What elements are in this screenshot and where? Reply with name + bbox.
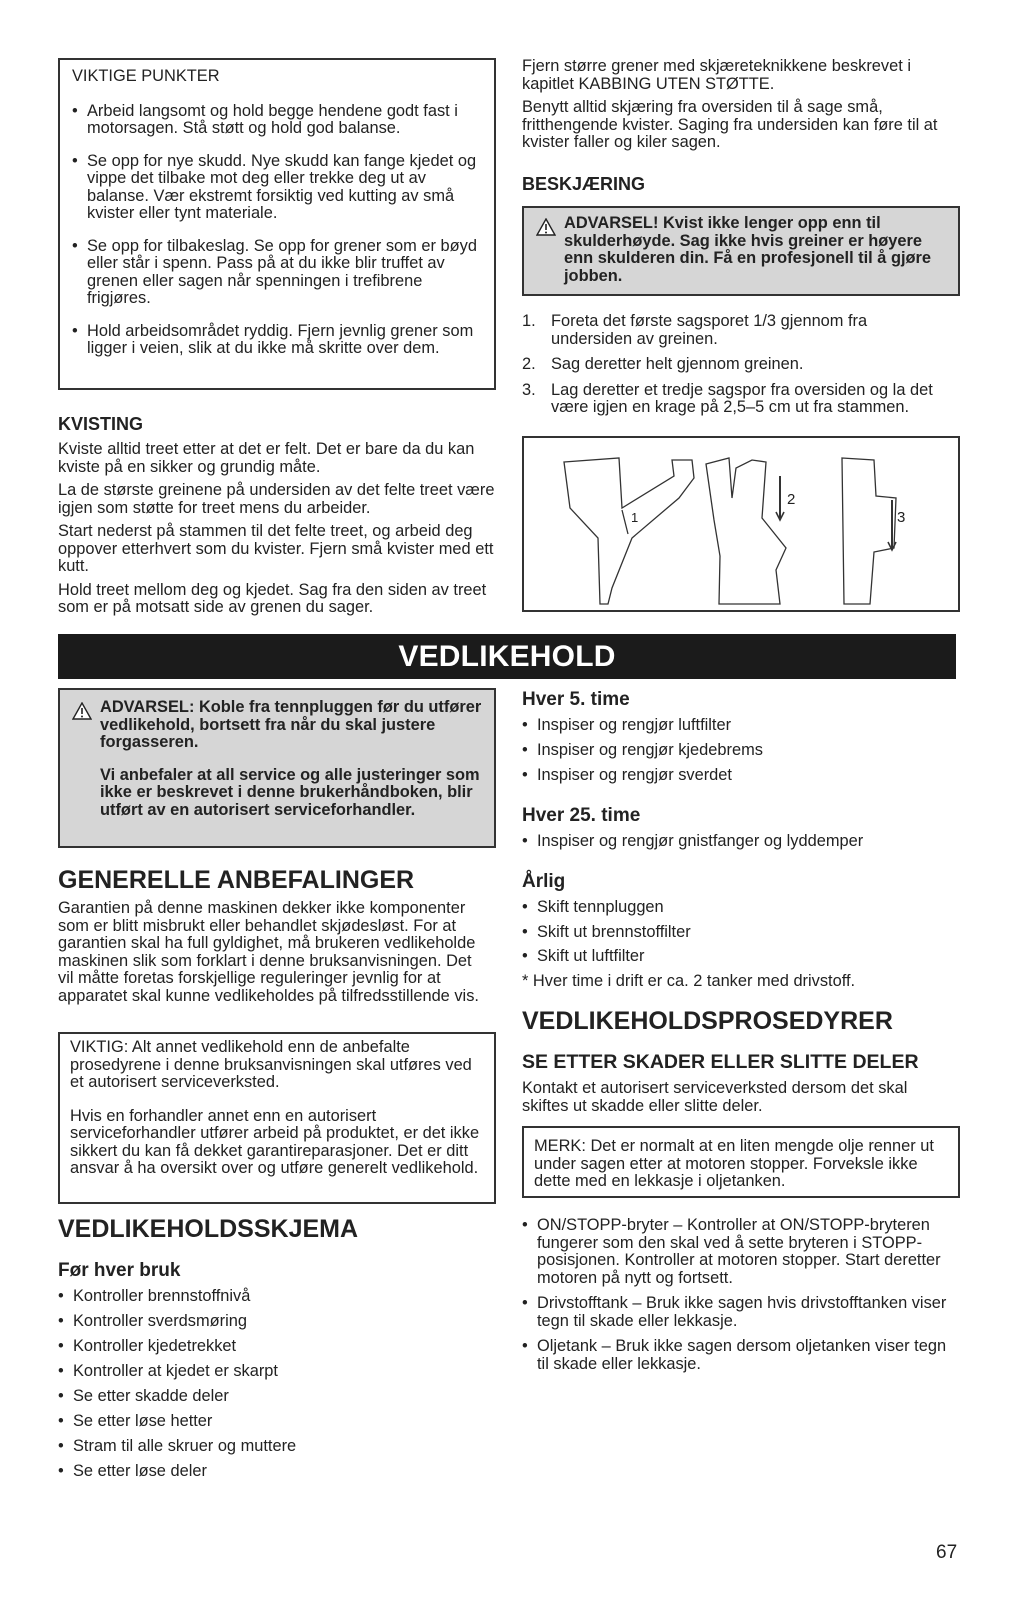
list-item: • Se etter løse deler [58, 1463, 488, 1481]
step-number: 3. [522, 380, 536, 399]
procedure-list [522, 1217, 954, 1373]
kvisting-paragraph: Hold treet mellom deg og kjedet. Sag fra den siden av treet som er på motsatt side av grenen du sager. [58, 580, 487, 616]
list-item: • Se etter løse hetter [58, 1413, 488, 1431]
kvisting-paragraph: Kviste alltid treet etter at det er felt. Det er bare da du kan kviste på en sikker og grundig måte. [58, 440, 475, 476]
kvisting-paragraph: Start nederst på stammen til det felte treet, og arbeid deg oppover etterhvert som du kvister. Fjern små kvister med ett kutt. [58, 522, 494, 575]
damaged-parts-body: Kontakt et autorisert serviceverksted dersom det skal skiftes ut skadde eller slitte deler. [522, 1079, 908, 1115]
skjema-heading: VEDLIKEHOLDSSKJEMA [58, 1215, 359, 1243]
list-item: • Kontroller sverdsmøring [58, 1313, 488, 1331]
right-top-text [522, 58, 962, 152]
schedule-footnote: * Hver time i drift er ca. 2 tanker med drivstoff. [522, 971, 856, 990]
viktig-note-box [58, 1032, 496, 1204]
important-points-box [58, 58, 496, 390]
important-points-title: VIKTIGE PUNKTER [72, 67, 220, 85]
maintenance-warning-box [58, 688, 496, 848]
beskjaering-heading: BESKJÆRING [522, 174, 646, 194]
list-item: • Se etter skadde deler [58, 1388, 488, 1406]
step-number: 1. [522, 312, 536, 330]
warning-icon [72, 702, 92, 720]
kvisting-section [58, 414, 498, 617]
list-item: • Drivstofftank – Bruk ikke sagen hvis drivstofftanken viser tegn til skade eller lekkasje. [522, 1295, 954, 1330]
maintenance-recommendation-text: Vi anbefaler at all service og alle justeringer som ikke er beskrevet i denne brukerhåndboken, blir utført av en autorisert serviceforhandler. [100, 765, 480, 819]
maintenance-warning-text: ADVARSEL: Koble fra tennpluggen før du utfører vedlikehold, bortsett fra når du skal justere forgasseren. [100, 698, 482, 751]
list-item: • Inspiser og rengjør luftfilter [522, 717, 952, 735]
list-item: • Oljetank – Bruk ikke sagen dersom oljetanken viser tegn til skade eller lekkasje. [522, 1338, 954, 1373]
yearly-heading: Årlig [522, 871, 566, 892]
pruning-figure [522, 436, 960, 612]
list-item: • Hold arbeidsområdet ryddig. Fjern jevnlig grener som ligger i veien, slik at du ikke må skritte over dem. [72, 323, 484, 358]
before-use-list [58, 1288, 488, 1481]
prosedyrer-heading: VEDLIKEHOLDSPROSEDYRER [522, 1007, 893, 1035]
every-25-hours-list [522, 833, 952, 851]
list-item: • Skift tennpluggen [522, 899, 952, 917]
merk-note-box [522, 1126, 960, 1198]
figure-label-2: 2 [787, 491, 796, 508]
viktig-note-text-2: Hvis en forhandler annet enn en autorisert serviceforhandler utfører arbeid på produktet, er det ikke sikkert du kan få dekket garantireparasjoner. Det er ditt ansvar å ha oversikt over og utføre generelt vedlikehold. [70, 1106, 480, 1177]
page-number: 67 [936, 1542, 958, 1563]
pruning-illustration [524, 438, 958, 610]
generelle-heading: GENERELLE ANBEFALINGER [58, 866, 415, 894]
merk-note-text: MERK: Det er normalt at en liten mengde olje renner ut under sagen etter at motoren stopper. Forveksle ikke dette med en lekkasje i oljetanken. [534, 1137, 934, 1190]
banner-title: VEDLIKEHOLD [398, 639, 616, 673]
list-item: • Arbeid langsomt og hold begge hendene godt fast i motorsagen. Stå støtt og hold god balanse. [72, 103, 484, 138]
before-use-heading: Før hver bruk [58, 1260, 181, 1281]
figure-label-3: 3 [897, 509, 906, 526]
list-item: • Kontroller brennstoffnivå [58, 1288, 488, 1306]
list-item: • Stram til alle skruer og muttere [58, 1438, 488, 1456]
beskjaering-warning-box [522, 206, 960, 296]
warning-icon [536, 218, 556, 236]
list-item: • Inspiser og rengjør sverdet [522, 767, 952, 785]
step-item [522, 313, 952, 348]
damaged-parts-heading: SE ETTER SKADER ELLER SLITTE DELER [522, 1051, 919, 1073]
figure-label-1: 1 [631, 510, 639, 525]
list-item: • Inspiser og rengjør kjedebrems [522, 742, 952, 760]
right-paragraph: Fjern større grener med skjæreteknikkene beskrevet i kapitlet KABBING UTEN STØTTE. [522, 57, 911, 93]
kvisting-paragraph: La de største greinene på undersiden av det felte treet være igjen som støtte for treet mens du arbeider. [58, 481, 495, 517]
beskjaering-warning-text: ADVARSEL! Kvist ikke lenger opp enn til skulderhøyde. Sag ikke hvis greiner er høyere enn skulderen din. Få en profesjonell til å gjøre jobben. [564, 214, 932, 285]
list-item: • Kontroller at kjedet er skarpt [58, 1363, 488, 1381]
list-item: • Se opp for nye skudd. Nye skudd kan fange kjedet og vippe det tilbake mot deg eller trekke deg ut av balanse. Vær ekstremt forsiktig ved kutting av små kvister eller tynt materiale. [72, 153, 484, 223]
viktig-note-text: VIKTIG: Alt annet vedlikehold enn de anbefalte prosedyrene i denne bruksanvisningen skal utføres ved et autorisert serviceverksted. [70, 1038, 472, 1091]
step-text: Sag deretter helt gjennom greinen. [551, 355, 804, 373]
list-item: • Skift ut luftfilter [522, 948, 952, 966]
yearly-list [522, 899, 952, 990]
list-item: • Se opp for tilbakeslag. Se opp for grener som er bøyd eller står i spenn. Pass på at du ikke blir truffet av grenen eller sagen når spenningen i trefibrene frigjøres. [72, 238, 484, 308]
step-text: Lag deretter et tredje sagspor fra oversiden og la det være igjen en krage på 2,5–5 cm ut fra stammen. [551, 380, 933, 416]
vedlikehold-banner [58, 634, 956, 679]
step-text: Foreta det første sagsporet 1/3 gjennom fra undersiden av greinen. [551, 312, 868, 348]
step-item [522, 382, 952, 417]
beskjaering-steps [522, 313, 952, 417]
list-item: • Skift ut brennstoffilter [522, 924, 952, 942]
right-paragraph: Benytt alltid skjæring fra oversiden til å sage små, fritthengende kvister. Saging fra undersiden kan føre til at kvister faller og kiler sagen. [522, 98, 938, 151]
kvisting-heading: KVISTING [58, 414, 144, 434]
every-5-hours-list [522, 717, 952, 785]
step-item [522, 356, 952, 374]
list-item: • ON/STOPP-bryter – Kontroller at ON/STOPP-bryteren fungerer som den skal ved å sette bryteren i STOPP-posisjonen. Kontroller at motoren stopper. Start deretter motoren på nytt og fortsett. [522, 1217, 954, 1287]
generelle-body: Garantien på denne maskinen dekker ikke komponenter som er blitt misbrukt eller behandlet skjødesløst. For at garantien skal ha full gyldighet, må brukeren vedlikeholde maskinen slik som forklart i denne bruksanvisningen. Det vil måtte foretas forskjellige reguleringer jevnlig for at apparatet skal kunne vedlikeholdes på tilfredsstillende vis. [58, 899, 479, 1005]
step-number: 2. [522, 355, 536, 373]
list-item: • Kontroller kjedetrekket [58, 1338, 488, 1356]
every-5-hours-heading: Hver 5. time [522, 689, 630, 710]
every-25-hours-heading: Hver 25. time [522, 805, 641, 826]
list-item: • Inspiser og rengjør gnistfanger og lyddemper [522, 833, 952, 851]
